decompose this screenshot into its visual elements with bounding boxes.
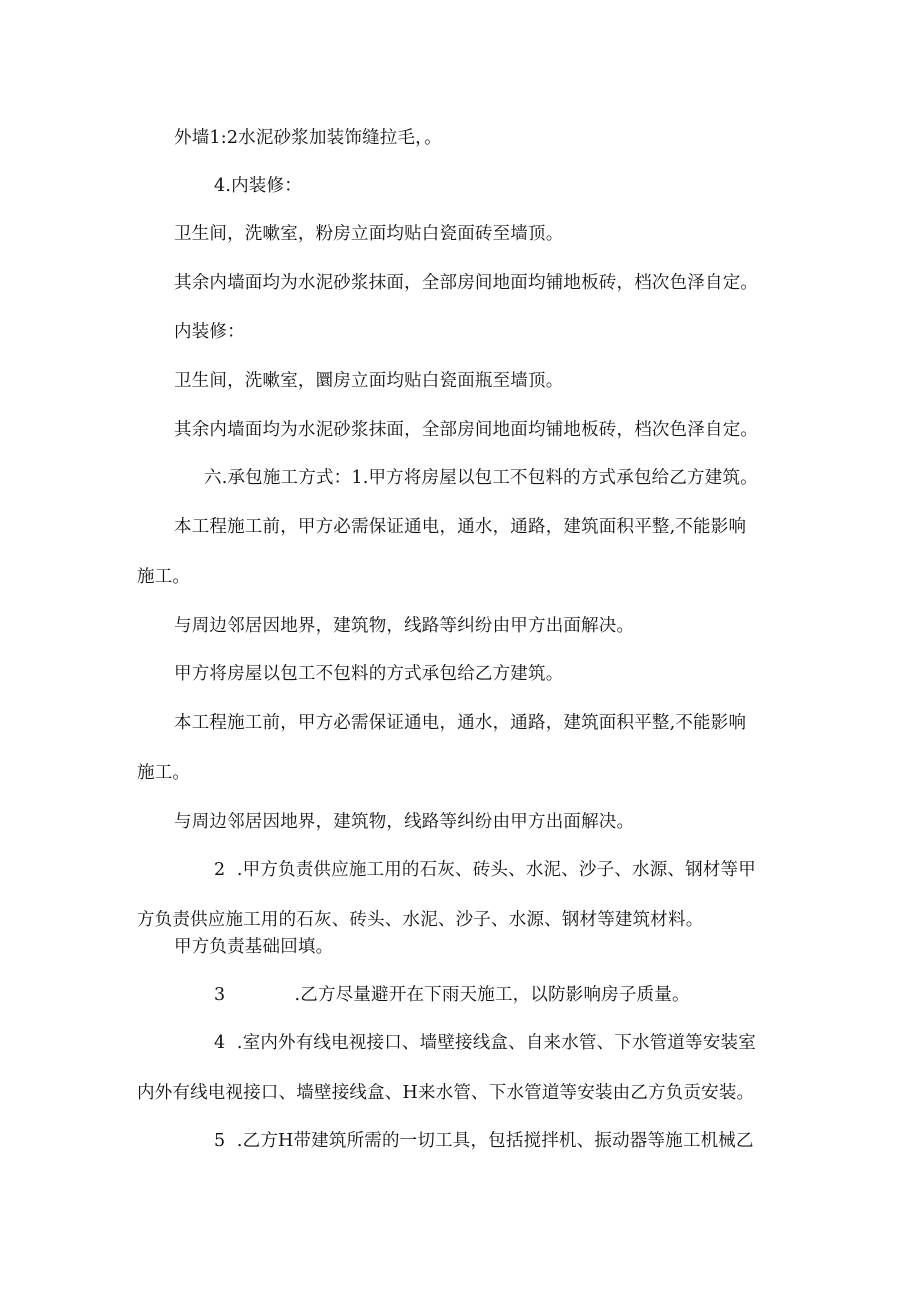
heading-contract-method: 六.承包施工方式：1.甲方将房屋以包工不包料的方式承包给乙方建筑。	[204, 468, 758, 488]
text-line-preconstruction: 本工程施工前，甲方必需保证通电，通水，通路，建筑面积平整,不能影响	[174, 517, 747, 537]
text-line-construction-end: 施工。	[137, 567, 191, 587]
text-line-preconstruction-repeat: 本工程施工前，甲方必需保证通电，通水，通路，建筑面积平整,不能影响	[174, 713, 747, 733]
list-item-2-materials: 2 .甲方负责供应施工用的石灰、砖头、水泥、沙子、水源、钢材等甲	[214, 860, 756, 880]
text-line-materials-continued: 方负责供应施工用的石灰、砖头、水泥、沙子、水源、钢材等建筑材料。	[137, 910, 704, 930]
text-line-neighbor-disputes: 与周边邻居因地界，建筑物，线路等纠纷由甲方出面解决。	[174, 616, 635, 636]
text-line-installations-continued: 内外有线电视接口、墙壁接线盒、H来水管、下水管道等安装由乙方负贡安装。	[137, 1083, 755, 1103]
text-line-construction-end-repeat: 施工。	[137, 763, 191, 783]
text-line-neighbor-disputes-repeat: 与周边邻居因地界，建筑物，线路等纠纷由甲方出面解决。	[174, 812, 635, 832]
heading-interior-decoration: 内装修：	[174, 322, 245, 342]
text-line-bathroom-tiles-repeat: 卫生间，洗嗽室，圜房立面均贴白瓷面瓶至墙顶。	[174, 371, 564, 391]
list-item-4-installations: 4 .室内外有线电视接口、墙壁接线盒、自来水管、下水管道等安装室	[214, 1033, 756, 1053]
text-line-backfill: 甲方负责基础回填。	[174, 937, 334, 957]
text-line-bathroom-tiles: 卫生间，洗嗽室，粉房立面均贴白瓷面砖至墙顶。	[174, 224, 564, 244]
heading-interior-decoration-4: 4.内装修：	[214, 176, 302, 196]
text-line-exterior-wall: 外墙1:2水泥砂浆加装饰缝拉毛，。	[174, 128, 442, 148]
list-item-5-tools: 5 .乙方H带建筑所需的一切工具，包括搅拌机、振动器等施工机械乙	[214, 1131, 754, 1151]
text-line-interior-walls: 其余内墙面均为水泥砂浆抹面，全部房间地面均铺地板砖，档次色泽自定。	[174, 273, 759, 293]
text-line-labor-only: 甲方将房屋以包工不包料的方式承包给乙方建筑。	[174, 664, 564, 684]
list-item-3-weather: 3 .乙方尽量避开在下雨天施工，以防影响房子质量。	[214, 985, 690, 1005]
text-line-interior-walls-repeat: 其余内墙面均为水泥砂浆抹面，全部房间地面均铺地板砖，档次色泽自定。	[174, 420, 759, 440]
